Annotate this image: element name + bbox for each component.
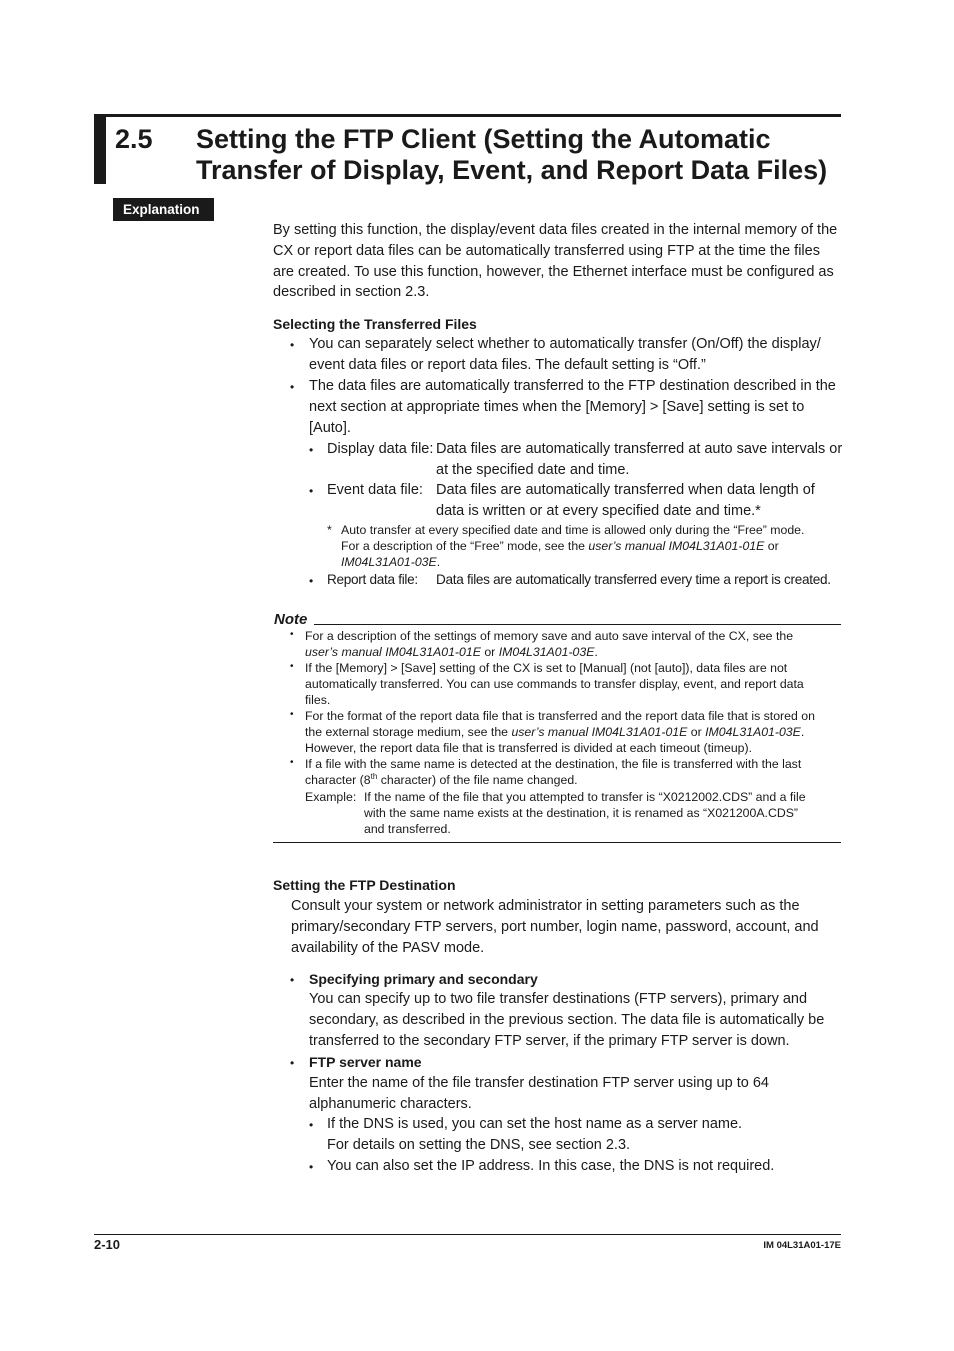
bullet-dot: •	[290, 380, 295, 394]
note-text: or	[687, 725, 706, 740]
footnote-text: or	[764, 539, 779, 554]
selecting-heading: Selecting the Transferred Files	[273, 316, 477, 332]
note-line: For a description of the settings of memory save and auto save interval of the CX, see the	[305, 629, 794, 643]
note-top-rule	[314, 624, 841, 625]
section-title-line-2: Transfer of Display, Event, and Report Data Files)	[196, 155, 828, 185]
footnote-line	[341, 538, 804, 554]
note-line: If a file with the same name is detected at the destination, the file is transferred with the last	[305, 757, 802, 771]
primary-line: You can specify up to two file transfer destinations (FTP servers), primary and	[309, 991, 808, 1007]
bullet-dot: •	[309, 1160, 314, 1174]
bullet-dot: •	[309, 574, 314, 588]
event-file-label: Event data file:	[327, 482, 423, 498]
note-line: If the [Memory] > [Save] setting of the CX is set to [Manual] (not [auto]), data files are not	[305, 661, 788, 675]
server-line: Enter the name of the file transfer destination FTP server using up to 64	[309, 1075, 769, 1091]
superscript: th	[370, 772, 378, 781]
example-line: with the same name exists at the destination, it is renamed as “X021200A.CDS”	[364, 806, 799, 821]
bullet-dot: •	[290, 757, 294, 768]
note-text: the external storage medium, see the	[305, 725, 512, 740]
footnote-line	[341, 554, 804, 570]
bullet-dot: •	[309, 484, 314, 498]
example-text	[364, 789, 806, 837]
note-line	[305, 772, 801, 788]
section-marker-bar	[94, 117, 106, 184]
footnote-mark: *	[327, 523, 332, 537]
bullet-dot: •	[290, 629, 294, 640]
note-text: or	[480, 645, 499, 660]
intro-line: CX or report data files can be automatically transferred using FTP at the time the files	[273, 242, 820, 259]
manual-reference: IM04L31A01-03E	[705, 725, 801, 740]
note-line: automatically transferred. You can use commands to transfer display, event, and report data	[305, 677, 804, 692]
section-number: 2.5	[115, 124, 153, 154]
example-label: Example:	[305, 790, 357, 804]
dns-sub-bullet	[327, 1114, 742, 1156]
selecting-bullet-1	[309, 334, 821, 376]
note-item-3	[305, 708, 815, 756]
note-line	[305, 724, 815, 740]
intro-paragraph	[273, 220, 837, 303]
header-rule	[94, 114, 841, 117]
manual-reference: user’s manual IM04L31A01-01E	[588, 539, 765, 554]
dns-line: If the DNS is used, you can set the host name as a server name.	[327, 1116, 743, 1132]
primary-secondary-text	[309, 989, 824, 1051]
bullet-dot: •	[309, 443, 314, 457]
event-file-line: data is written or at every specified date and time.*	[436, 502, 761, 519]
section-title	[196, 124, 841, 186]
manual-reference: user’s manual IM04L31A01-01E	[305, 645, 481, 660]
note-text: character) of the file name changed.	[377, 773, 578, 788]
note-text: character (8	[305, 773, 371, 788]
destination-line: availability of the PASV mode.	[291, 939, 485, 956]
note-item-1	[305, 628, 793, 660]
selecting-bullet-2	[309, 376, 836, 438]
bullet-line: event data files or report data files. The default setting is “Off.”	[309, 356, 706, 373]
display-file-text	[436, 439, 842, 481]
footnote-line: Auto transfer at every specified date and time is allowed only during the “Free” mode.	[341, 523, 805, 537]
document-code: IM 04L31A01-17E	[763, 1240, 841, 1251]
event-file-line: Data files are automatically transferred when data length of	[436, 482, 815, 498]
event-file-text	[436, 480, 815, 522]
display-file-line: Data files are automatically transferred at auto save intervals or	[436, 441, 843, 457]
bullet-line: [Auto].	[309, 419, 351, 436]
intro-line: are created. To use this function, however, the Ethernet interface must be configured as	[273, 263, 834, 280]
bullet-dot: •	[290, 1056, 295, 1070]
destination-line: Consult your system or network administrator in setting parameters such as the	[291, 898, 800, 914]
primary-line: secondary, as described in the previous section. The data file is automatically be	[309, 1011, 825, 1028]
primary-line: transferred to the secondary FTP server, if the primary FTP server is down.	[309, 1032, 790, 1049]
example-line: If the name of the file that you attempted to transfer is “X0212002.CDS” and a file	[364, 790, 806, 804]
note-label: Note	[274, 611, 308, 628]
page-number: 2-10	[94, 1237, 121, 1252]
server-line: alphanumeric characters.	[309, 1095, 472, 1112]
bullet-line: You can separately select whether to automatically transfer (On/Off) the display/	[309, 336, 821, 352]
bullet-dot: •	[309, 1118, 314, 1132]
bullet-dot: •	[290, 661, 294, 672]
note-line: files.	[305, 693, 331, 708]
intro-line: described in section 2.3.	[273, 284, 430, 301]
note-bottom-rule	[273, 842, 841, 843]
bullet-line: The data files are automatically transferred to the FTP destination described in the	[309, 378, 836, 394]
intro-line: By setting this function, the display/event data files created in the internal memory of the	[273, 222, 838, 238]
manual-reference: user’s manual IM04L31A01-01E	[511, 725, 688, 740]
note-item-2	[305, 660, 804, 708]
example-line: and transferred.	[364, 822, 451, 837]
manual-reference: IM04L31A01-03E	[498, 645, 595, 660]
explanation-tag: Explanation	[113, 198, 214, 221]
ftp-server-name-heading: FTP server name	[309, 1054, 422, 1070]
ftp-server-name-text	[309, 1073, 769, 1115]
display-file-line: at the specified date and time.	[436, 461, 630, 478]
bullet-line: next section at appropriate times when the [Memory] > [Save] setting is set to	[309, 398, 805, 415]
primary-secondary-heading: Specifying primary and secondary	[309, 971, 538, 987]
note-line	[305, 644, 793, 660]
footnote	[341, 522, 804, 571]
note-item-4	[305, 756, 801, 788]
note-line: However, the report data file that is transferred is divided at each timeout (timeup).	[305, 741, 753, 756]
bullet-dot: •	[290, 973, 295, 987]
destination-heading: Setting the FTP Destination	[273, 877, 456, 893]
note-text: .	[800, 725, 805, 740]
destination-paragraph	[291, 896, 819, 958]
section-title-line-1: Setting the FTP Client (Setting the Automatic	[196, 124, 771, 154]
ip-sub-bullet: You can also set the IP address. In this case, the DNS is not required.	[327, 1158, 775, 1174]
dns-line: For details on setting the DNS, see section 2.3.	[327, 1136, 631, 1153]
destination-line: primary/secondary FTP servers, port number, login name, password, account, and	[291, 918, 819, 935]
footnote-text: .	[436, 555, 441, 570]
bullet-dot: •	[290, 338, 295, 352]
note-line: For the format of the report data file that is transferred and the report data file that is stored on	[305, 709, 815, 723]
display-file-label: Display data file:	[327, 441, 434, 457]
note-text: .	[594, 645, 598, 660]
report-file-label: Report data file:	[327, 572, 418, 587]
report-file-text: Data files are automatically transferred every time a report is created.	[436, 572, 831, 587]
footnote-text: For a description of the “Free” mode, see the	[341, 539, 589, 554]
manual-reference: IM04L31A01-03E	[341, 555, 437, 570]
bullet-dot: •	[290, 709, 294, 720]
footer-rule	[94, 1234, 841, 1235]
